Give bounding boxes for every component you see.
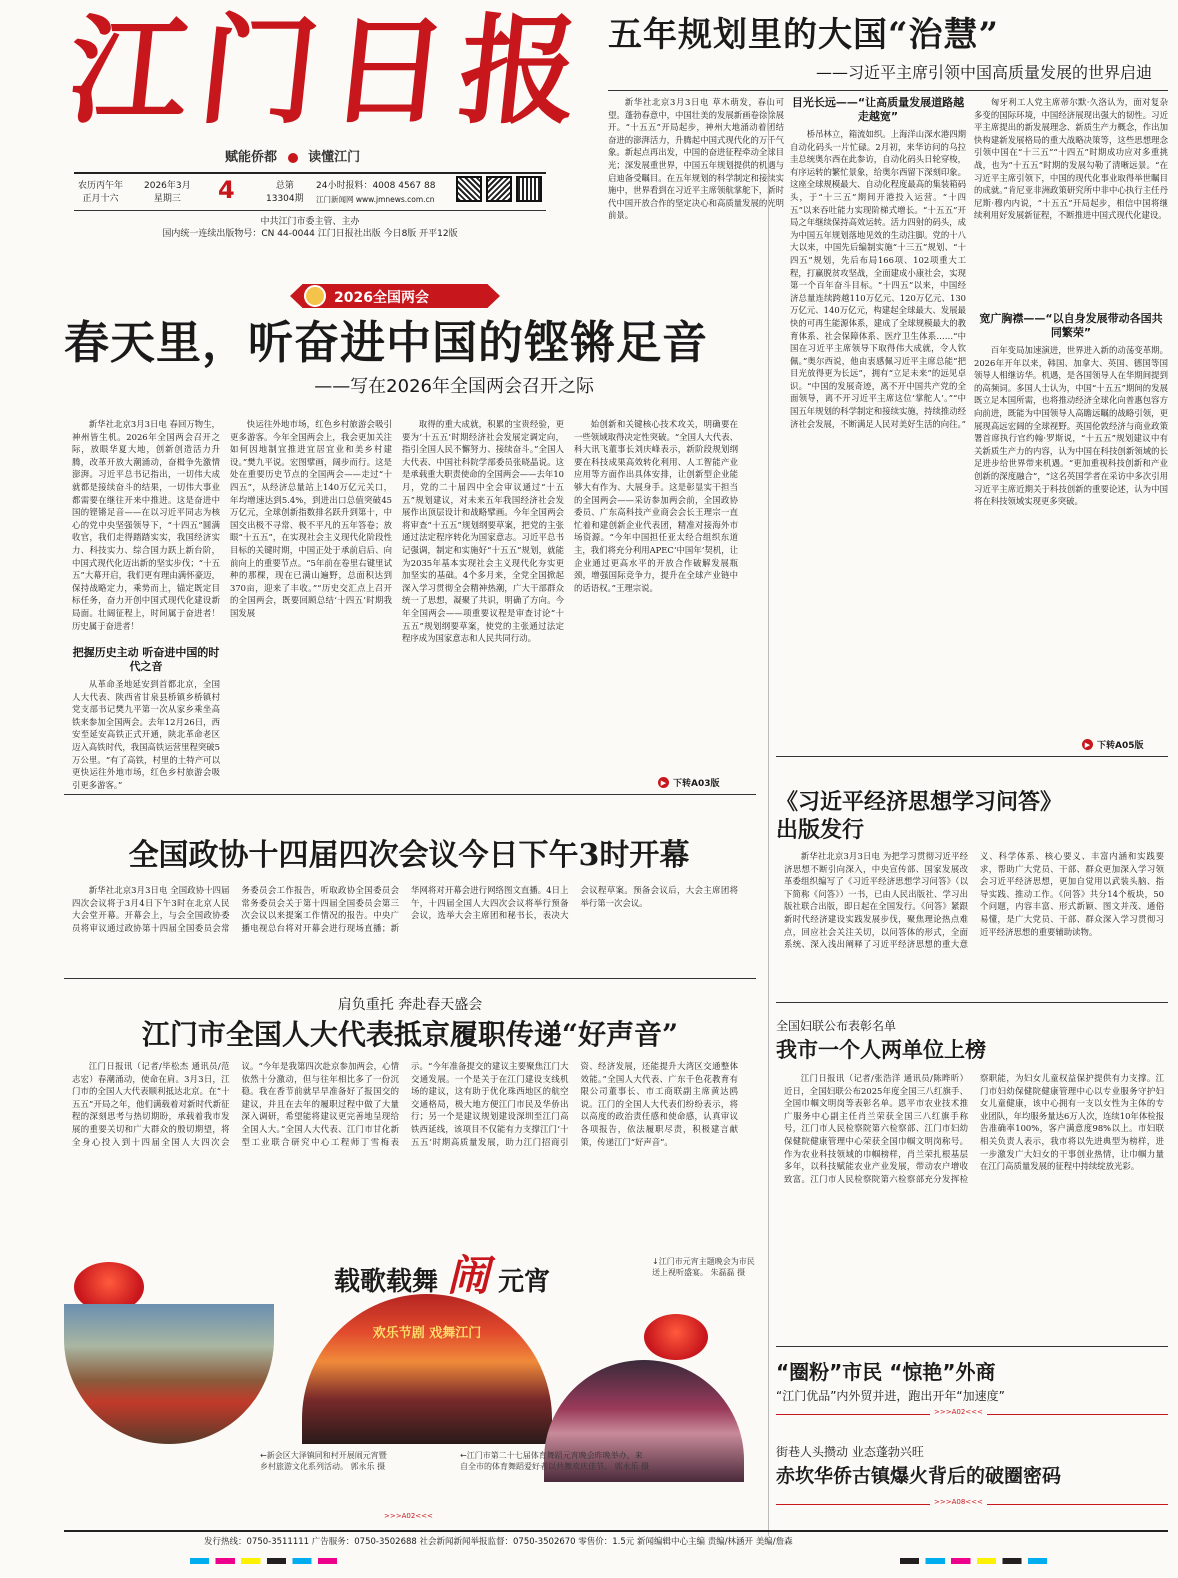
footer-text: 发行热线：0750-3511111 广告服务：0750-3502688 社会新闻新闻举报监督：0750-3502670 零售价：1.5元 新闻编辑中心主编 责编/林涵开 美编/詹森	[204, 1537, 793, 1547]
color-registration-left	[190, 1558, 350, 1564]
photo-feature	[64, 1251, 756, 1528]
slogan-right: 读懂江门	[308, 150, 361, 165]
photo-lantern-gala[interactable]	[302, 1294, 552, 1444]
day-number: 4	[218, 176, 235, 204]
top-story-subhead-2: 宽广胸襟——“以自身发展带动各国共同繁荣”	[979, 312, 1163, 339]
teaser2-title[interactable]: 赤坎华侨古镇爆火背后的破圈密码	[776, 1465, 1062, 1487]
lead-story-col3: 取得的重大成就，积累的宝贵经验，更要为‘十五五’时期经济社会发展定调定向，指引全国人民不懈努力、接续奋斗。”全国人大代表、中国社科院学部委员张晓晶说。这是承载重大职责使命的全国两会——去年10月，党的二十届四中全会审议通过“十五五”规划建议，对未来五年我国经济社会发展作出顶层设计和战略擘画。今年全国两会将审查“十五五”规划纲要草案，把党的主张通过法定程序转化为国家意志。习近平总书记强调，制定和实施好“十五五”规划，就能为2035年基本实现社会主义现代化夯实更加坚实的基础。4个多月来，全党全国掀起深入学习贯彻全会精神热潮，广大干部群众统一了思想，凝聚了共识，明确了方向。今年全国两会——项重要议程是审查讨论“十五五”规划纲要草案，使党的主张通过法定程序成为国家意志和人民共同行动。	[402, 419, 564, 644]
lead-story-col2: 快运往外地市场，红色乡村旅游会吸引更多游客。今年全国两会上，我会更加关注如何因地制宜推进宜居宜业和美乡村建设。”樊九平说。宏图擘画，阔步而行。这是处在重要历史节点的全国两会——走过“十四五”，从经济总量站上140万亿元关口，年均增速达到5.4%，到进出口总值突破45万亿元，全球创新指数排名跃升到第十，中国交出极不寻常、极不平凡的五年答卷；放眼“十五五”，在实现社会主义现代化阶段性目标的关键时期，中国正处于承前启后、向前向上的重要节点。“5年前在卷里右键里试种的那棵，现在已满山遍野，总面积达到370亩，迎来了丰收。”“历史交汇点上召开的全国两会，既要回顾总结‘十四五’时期我国发展	[230, 419, 392, 618]
teaser2-kicker: 街巷人头攒动 业态蓬勃兴旺	[776, 1445, 924, 1459]
photo-page-tag[interactable]: >>>A02<<<	[384, 1512, 433, 1520]
photo-caption-right: ←江门市第二十七届体育舞蹈元宵晚会昨晚举办，来自全市的体育舞蹈爱好者以共舞欢庆佳节。 郭永乐 摄	[460, 1451, 650, 1471]
top-story-col2: 目光长远——“让高质量发展道路越走越宽” 桥吊林立，箱流如织。上海洋山深水港四期自动化码头一片忙碌。2月初，来华访问的乌拉圭总统奥尔西在此参访，自动化码头日轮穿梭，有序运转的繁忙景象，给奥尔西留下深刻印象。这座全球规模最大、自动化程度最高的集装箱码头，于“十三五”期间开港投入运营。“十四五”以来吞吐能力实现阶梯式增长。“十五五”开局之年继续保持高效运转。活力四射的码头，成为中国五年规划落地见效的生动注脚。党的十八大以来，中国先后编制实施“十三五”规划、“十四五”规划，先后布局166项、102项重大工程，打赢脱贫攻坚战，全面建成小康社会，实现第一个百年奋斗目标。“十四五”以来，中国经济总量连续跨越110万亿元、120万亿元、130万亿元、140万亿元，构建起全球最大、发展最快的可再生能源体系，建成了全球规模最大的教育体系、社会保障体系、医疗卫生体系……“中国在习近平主席领导下取得伟大成就，令人钦佩。”奥尔西说，他由衷感佩习近平主席总能“把目光放得更为长远”，拥有“立足未来”的远见卓识。“中国的发展奇迹，离不开中国共产党的全面领导，离不开习近平主席这位‘掌舵人’。”“中国五年规划的科学制定和接续实施，持续推动经济社会发展，不断满足人民对美好生活的向往。”	[790, 96, 966, 429]
top-story-col1: 新华社北京3月3日电 草木萌发，春山可望。蓬勃春意中，中国壮美的发展新画卷徐徐展开。“十五五”开局起步，神州大地涌动着团结奋进的澎湃活力，升腾起中国式现代化的万千气象。新起点再出发，中国的奋进征程牵动全球目光；深发展重世界，中国五年规划提供的机遇与启迪备受瞩目。在五年规划的科学制定和接续实施中，世界看到在习近平主席领航掌舵下，新时代中国开放合作的坚定决心和高质量发展的光明前景。	[608, 97, 784, 221]
photo-caption-left: ←新会区大泽镇同和村开展闹元宵暨乡村旅游文化系列活动。 郭永乐 摄	[260, 1451, 387, 1471]
lantern-icon	[644, 1314, 708, 1360]
women-kicker: 全国妇联公布表彰名单	[776, 1019, 897, 1033]
masthead	[0, 0, 600, 240]
cppcc-rule	[64, 978, 756, 979]
photo-feature-title: 载歌载舞 闹 元宵	[334, 1251, 551, 1300]
two-sessions-banner	[290, 284, 500, 310]
masthead-rule-top	[74, 172, 546, 174]
sponsor-line: 中共江门市委主管、主办	[260, 217, 360, 227]
book-text: 新华社北京3月3日电 为把学习贯彻习近平经济思想不断引向深入，中央宣传部、国家发展改革委组织编写了《习近平经济思想学习问答》（以下简称《问答》）一书，已由人民出版社、学习出版社联合出版，即日起在全国发行。《问答》紧跟新时代经济建设实践发展步伐，聚焦理论热点难点，回应社会关注关切，以问答体的形式，全面系统、深入浅出阐释了习近平经济思想的重大意义、科学体系、核心要义、丰富内涵和实践要求，帮助广大党员、干部、群众更加深入学习领会习近平经济思想，更加自觉用以武装头脑、指导实践、推动工作。《问答》共分14个板块，50个问题，内容丰富、形式新颖、图文并茂、通俗易懂，是广大党员、干部、群众深入学习贯彻习近平经济思想的重要辅助读物。	[784, 851, 1164, 950]
qr-code-2[interactable]	[486, 176, 512, 202]
top-story-col3: 匈牙利工人党主席蒂尔默·久洛认为，面对复杂多变的国际环境，中国经济展现出强大的韧性。习近平主席提出的新发展理念、新质生产力概念，作出加快构建新发展格局的重大战略决策等，这些思想理念引领中国在“十三五”“十四五”时期成功应对多重挑战，也为“十五五”时期的发展勾勒了清晰远景。“在习近平主席引领下，中国的现代化事业取得举世瞩目的成就。”肯尼亚非洲政策研究所中非中心执行主任丹尼斯·穆内内说，“十五五”开局起步，相信中国将继续利用好发展新征程，不断推进中国式现代化建设。 宽广胸襟——“以自身发展带动各国共同繁荣” 百年变局加速演进，世界进入新的动荡变革期。2026年开年以来，韩国、加拿大、英国、德国等国领导人相继访华。机遇，是各国领导人在华期间提到的高频词。多国人士认为，中国“十五五”期间的发展既立足本国所需，也将推动经济全球化向普惠包容方向前进，既能为中国领导人高瞻远瞩的战略引领，更展现高远宏阔的全球视野。英国伦敦经济与商业政策署首席执行官约翰·罗斯说，“十五五”规划建议中有关新质生产力的内容，认为中国在科技创新领域的长足进步给世界带来机遇。“更加重视科技创新和产业创新的深度融合”，“这名英国学者在采访中多次引用习近平主席近期关于科技创新的重要论述，认为中国将在科技领域实现更多突破。	[974, 97, 1168, 507]
top-story-title: 五年规划里的大国“治慧”	[608, 15, 1000, 55]
slogan-left: 赋能侨都	[225, 150, 278, 165]
women-text: 江门日报讯（记者/张浩洋 通讯员/陈晔昕）近日，全国妇联公布2025年度全国三八红旗手、全国巾帼文明岗等表彰名单。恩平市农业技术推广服务中心副主任肖兰荣获全国三八红旗手称号，江门市人民检察院第六检察部、江门市妇幼保健院健康管理中心荣获全国巾帼文明岗称号。作为农业科技领域的巾帼榜样，肖兰荣扎根基层多年，以科技赋能农业产业发展，带动农户增收致富。江门市人民检察院第六检察部充分发挥检察职能，为妇女儿童权益保护提供有力支撑。江门市妇幼保健院健康管理中心以专业服务守护妇女儿童健康，该中心拥有一支以女性为主体的专业团队，年均服务量达6万人次，连续10年体检报告准确率100%，客户满意度98%以上。市妇联相关负责人表示，我市将以先进典型为榜样，进一步激发广大妇女的干事创业热情，让巾帼力量在江门高质量发展的征程中持续绽放光彩。	[784, 1073, 1164, 1184]
arrow-right-icon: ▶	[658, 777, 669, 788]
banner-label: 2026全国两会	[334, 290, 429, 306]
right-column-divider	[768, 96, 769, 1536]
photo-village-festival[interactable]	[64, 1304, 274, 1444]
masthead-rule-mid	[74, 210, 546, 211]
cppcc-title: 全国政协十四届四次会议今日下午3时开幕	[128, 838, 690, 873]
top-story-subhead-1: 目光长远——“让高质量发展道路越走越宽”	[791, 96, 965, 123]
teaser1-subtitle: “江门优品”内外贸并进，跑出开年“加速度”	[776, 1389, 1005, 1403]
emblem-icon	[304, 285, 326, 307]
hotline: 24小时报料：4008 4567 88 江门新闻网 www.jmnews.com.cn	[316, 181, 436, 204]
women-title: 我市一个人两单位上榜	[776, 1038, 986, 1062]
stage-sign: 欢乐节剧 戏舞江门	[372, 1326, 482, 1341]
slogan-separator	[288, 153, 298, 163]
qr-code-3[interactable]	[516, 176, 542, 202]
jiangmen-text: 江门日报讯（记者/毕松杰 通讯员/范志宏）春潮涌动，使命在肩。3月3日，江门市的全国人大代表顺利抵达北京。在“十五五”开局之年，他们满载着对新时代新征程的深刻思考与热切期盼，承载着我市发展的重要关切和广大群众的殷切期望，将全身心投入到十四届全国人大四次会议。“今年是我第四次赴京参加两会，心情依然十分激动，但与往年相比多了一份沉稳。我在香节前就早早准备好了报国交的建议，并且在去年的履职过程中做了大量深入调研，希望能将建议更完善地呈现给全国人大。”全国人大代表、江门市甘化新型工业联合研究中心工程师丁雪梅表示。“今年准备提交的建议主要聚焦江门大交通发展。一个是关于在江门建设支线机场的建议，这有助于优化珠西地区的航空交通格局，极大地方便江门市民及华侨出行；另一个是建议规划建设深圳至江门高铁西延线，该项目不仅能有力支撑江门‘十五五’时期高质量发展，助力江门招商引资、经济发展，还能提升大湾区交通整体效能。”全国人大代表、广东千色花教育有限公司董事长、市工商联副主席黄达鸥说。江门的全国人大代表们纷纷表示，将以高度的政治责任感和使命感，认真审议各项报告，依法履职尽责，积极建言献策，传递江门“好声音”。	[72, 1061, 738, 1147]
jiangmen-title: 江门市全国人大代表抵京履职传递“好声音”	[141, 1018, 679, 1051]
book-rule-top	[776, 756, 1168, 757]
teaser1-page-tag[interactable]: >>>A02<<<	[930, 1408, 987, 1416]
jiangmen-kicker: 肩负重托 奔赴春天盛会	[337, 997, 483, 1013]
lead-story-title: 春天里，听奋进中国的铿锵足音	[64, 316, 709, 369]
lead-story-subhead: 把握历史主动 听奋进中国的时代之音	[72, 646, 220, 673]
lunar-date: 农历丙午年 正月十六	[78, 181, 124, 204]
qr-code-1[interactable]	[456, 176, 482, 202]
book-rule-bottom	[776, 1002, 1168, 1003]
book-title: 《习近平经济思想学习问答》出版发行	[776, 789, 1063, 843]
lead-story-rule	[64, 794, 756, 795]
arrow-right-icon: ▶	[1082, 739, 1093, 750]
lead-story-continue[interactable]: ▶ 下转A03版	[658, 776, 720, 789]
teaser1-title[interactable]: “圈粉”市民 “惊艳”外商	[776, 1360, 996, 1384]
newspaper-logo: 江门日报	[62, 1, 598, 140]
slogan	[225, 146, 360, 165]
lead-story-col1: 新华社北京3月3日电 春回万物生，神州皆生机。2026年全国两会召开之际，放眼华夏大地，创新创造活力升腾，改革开放大潮涌动，奋楫争先激情澎湃。习近平总书记指出，一切伟大成就都是接续奋斗的结果，一切伟大事业都需要在继往开来中推进。这是奋进中国的铿锵足音——在以习近平同志为核心的党中央坚强领导下，“十四五”圆满收官，我们走得踏踏实实，我国经济实力、科技实力、综合国力跃上新台阶，中国式现代化迈出新的坚实步伐；“十五五”大幕开启，我们更有理由满怀豪迈，保持战略定力，乘势而上，锚定既定目标任务，奋力开创中国式现代化建设新局面。壮阔征程上，时间属于奋进者！历史属于奋进者！ 把握历史主动 听奋进中国的时代之音 从革命圣地延安到首都北京，全国人大代表、陕西省甘泉县桥镇乡桥镇村党支部书记樊九平第一次从家乡乘坐高铁来参加全国两会。去年12月26日，西安至延安高铁正式开通，陕北革命老区迈入高铁时代，我国高铁运营里程突破5万公里。“有了高铁，村里的土特产可以更快运往外地市场，红色乡村旅游会吸引更多游客。”	[72, 419, 220, 790]
photo-caption-main: ↓江门市元宵主题晚会为市民送上视听盛宴。 朱磊磊 摄	[652, 1257, 755, 1277]
lead-story-col4: 始创新和关键核心技术攻关，明确要在一些领域取得决定性突破。“全国人大代表、科大讯飞董事长刘庆峰表示，新阶段规划纲要在科技成果高效转化利用、人工智能产业应用等方面作出具体安排，让创新型企业能够大有作为、大展身手。这是彰显实干担当的全国两会——采访参加两会前，全国政协委员、广东高科技产业商会会长王理宗一直忙着和建创新企业代表团，精准对接海外市场资源。“今年中国担任亚太经合组织东道主，我们将充分利用APEC‘中国年’契机，让企业通过更高水平的开放合作破解发展瓶颈，增强国际竞争力，提升在全球产业链中的话语权。”王理宗说。	[574, 419, 738, 593]
color-registration-right	[900, 1558, 1060, 1564]
cppcc-text: 新华社北京3月3日电 全国政协十四届四次会议将于3月4日下午3时在北京人民大会堂开幕。开幕会上，与会全国政协委员将审议通过政协第十四届全国委员会常务委员会工作报告，听取政协全国委员会常务委员会关于第十四届全国委员会第三次会议以来提案工作情况的报告。中央广播电视总台将对开幕会进行现场直播；新华网将对开幕会进行网络图文直播。4日上午，十四届全国人大四次会议将举行预备会议，选举大会主席团和秘书长，表决大会议程草案。预备会议后，大会主席团将举行第一次会议。	[72, 885, 738, 933]
top-story-continue[interactable]: ▶ 下转A05版	[1082, 738, 1144, 751]
lead-story-subtitle: ——写在2026年全国两会召开之际	[314, 376, 594, 397]
women-rule	[776, 1346, 1168, 1347]
top-story-subtitle: ——习近平主席引领中国高质量发展的世界启迪	[815, 63, 1152, 82]
gregorian-date: 2026年3月 星期三	[144, 181, 191, 204]
issue-number: 总第 13304期	[266, 181, 304, 204]
publication-line: 国内统一连续出版物号：CN 44-0044 江门日报社出版 今日8版 开平12版	[162, 229, 458, 239]
teaser2-page-tag[interactable]: >>>A08<<<	[930, 1498, 987, 1506]
top-story-rule	[608, 90, 1168, 91]
footer-rule	[64, 1530, 1168, 1532]
